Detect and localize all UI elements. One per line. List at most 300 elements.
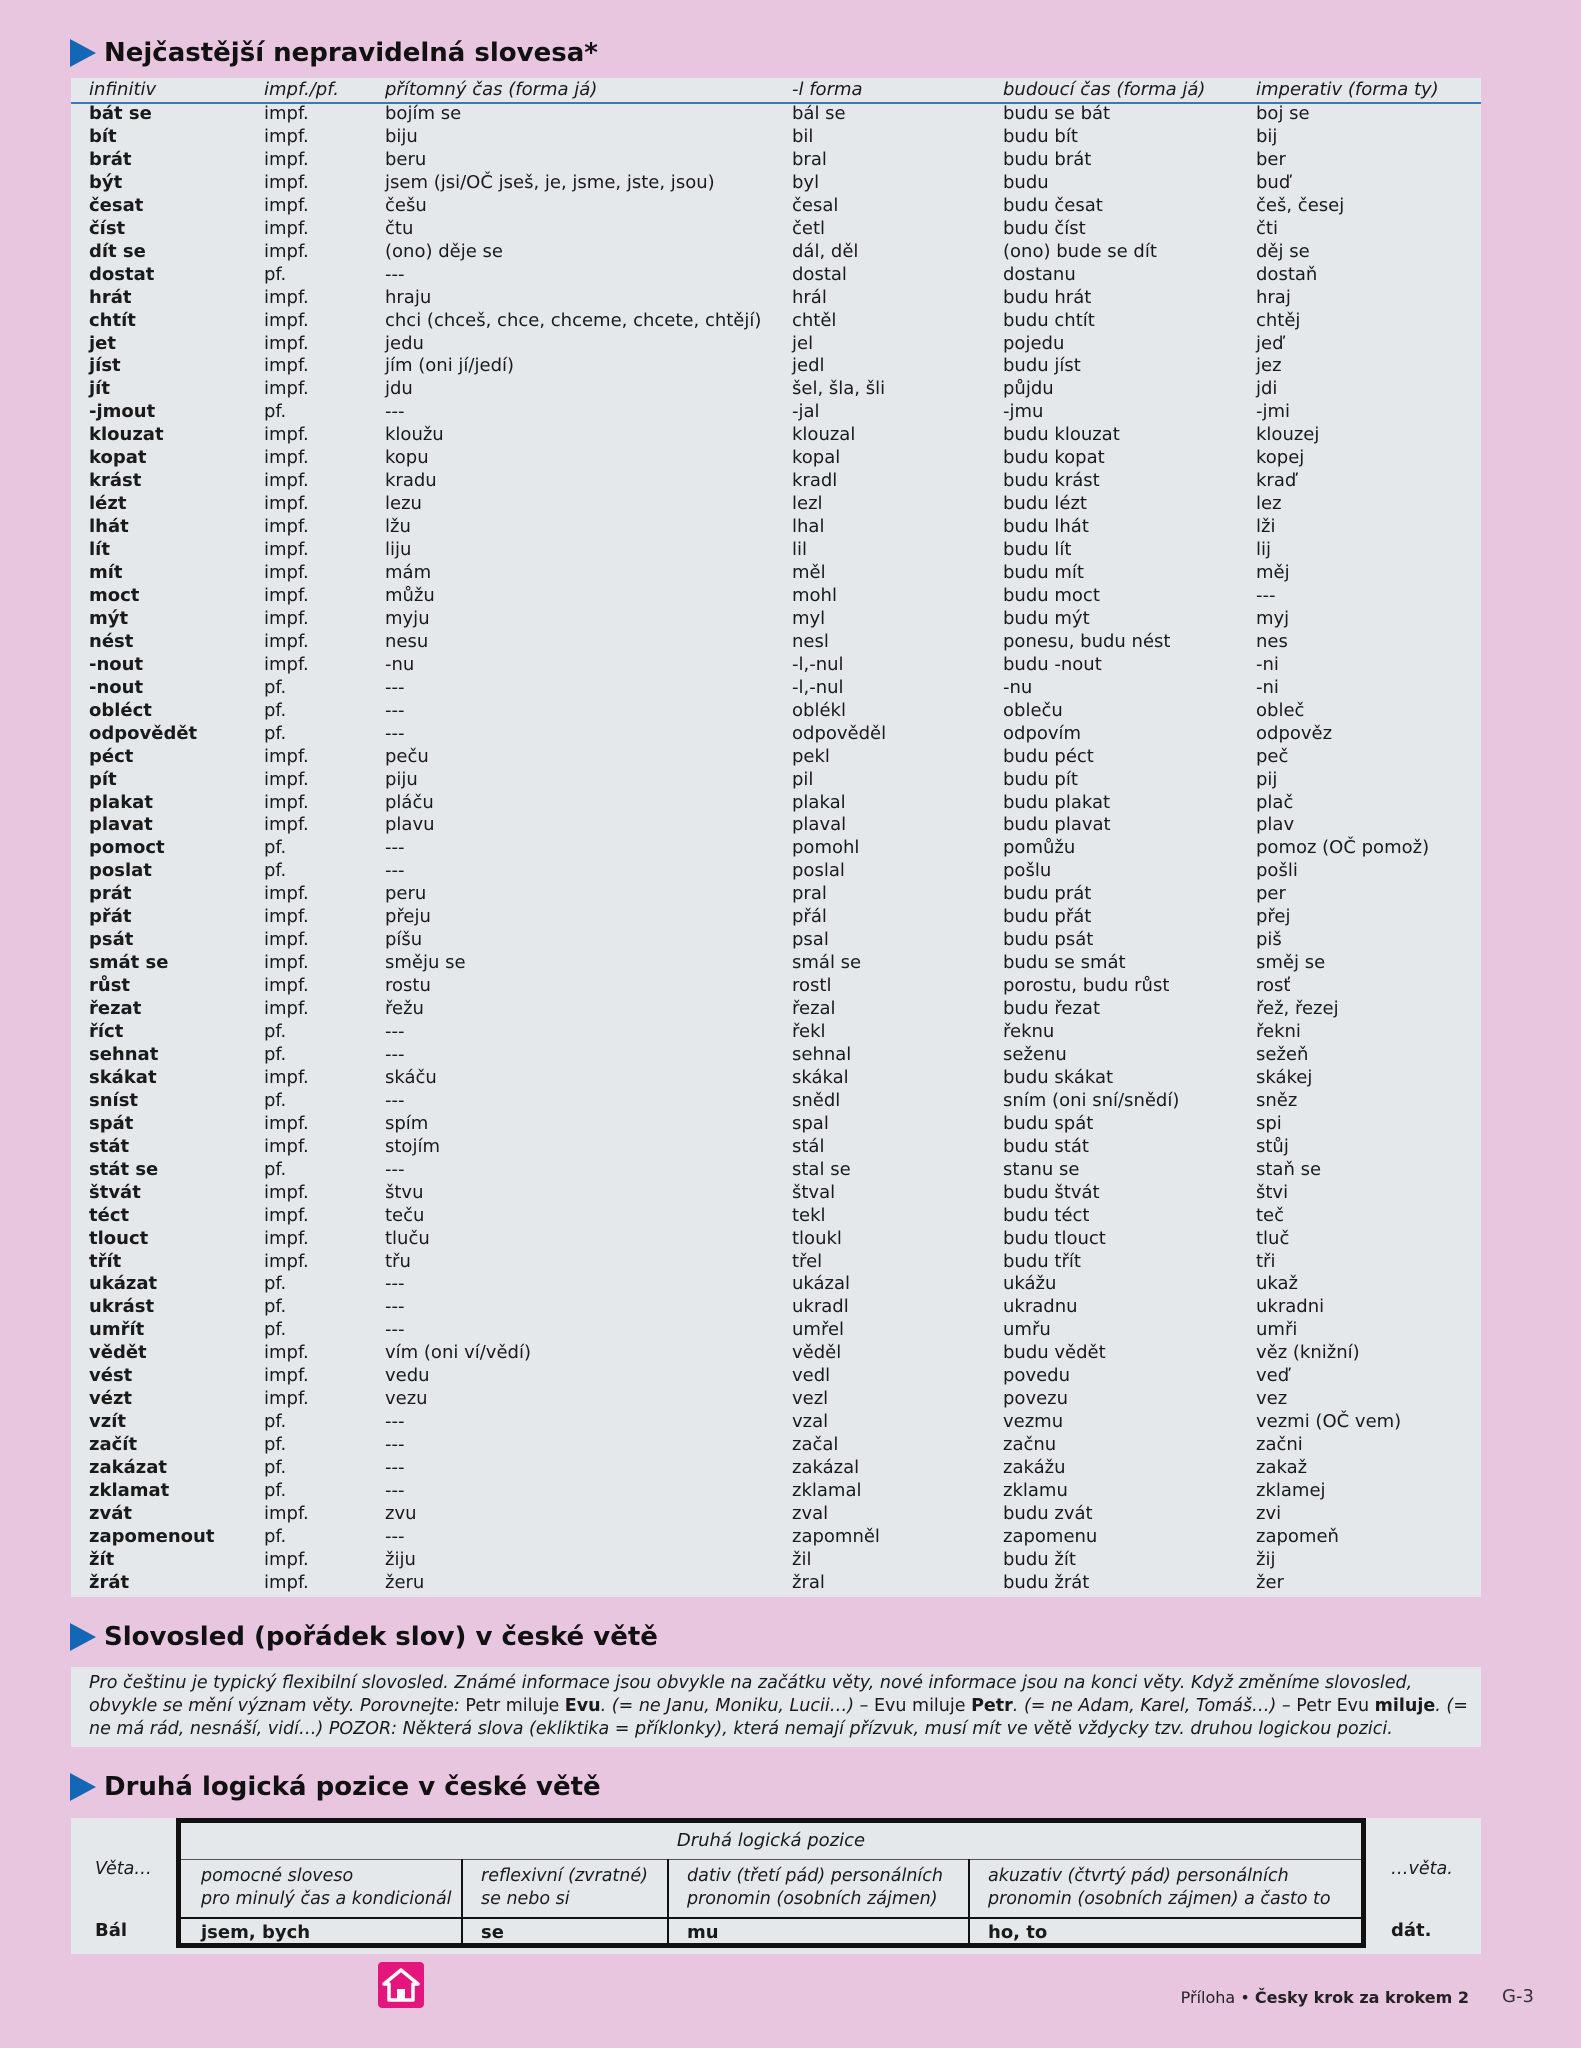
cell-imperative: tluč xyxy=(1256,1227,1290,1249)
cell-aspect: impf. xyxy=(264,1502,309,1524)
cell-future: budu žrát xyxy=(1003,1571,1090,1593)
table-row xyxy=(71,1066,1481,1089)
cell-future: pošlu xyxy=(1003,860,1052,882)
cell-aspect: impf. xyxy=(264,171,309,193)
table-row xyxy=(71,446,1481,469)
cell-imperative: věz (knižní) xyxy=(1256,1342,1360,1364)
cell-l-form: skákal xyxy=(792,1066,849,1088)
cell-imperative: děj se xyxy=(1256,240,1310,262)
cell-aspect: impf. xyxy=(264,1342,309,1364)
cell-imperative: plav xyxy=(1256,814,1295,836)
cell-imperative: kraď xyxy=(1256,470,1297,492)
cell-present: hraju xyxy=(385,286,432,308)
table-row xyxy=(71,1181,1481,1204)
cell-imperative: buď xyxy=(1256,171,1291,193)
cell-l-form: měl xyxy=(792,562,826,583)
table-header xyxy=(71,78,1481,104)
cell-infinitive: dít se xyxy=(89,240,146,262)
paragraph-text: Pro češtinu je typický flexibilní slovosled. Známé informace jsou obvykle na začátku věty, nové informace jsou na konci věty. Když změníme slovosled, obvykle se mění význam věty. Porovnejte: xyxy=(89,1673,1413,1716)
cell-future: pojedu xyxy=(1003,332,1065,354)
cell-aspect: pf. xyxy=(264,1525,287,1547)
table-row xyxy=(71,699,1481,722)
cell-infinitive: stát xyxy=(89,1135,130,1157)
cell-present: --- xyxy=(385,1021,405,1042)
cell-aspect: impf. xyxy=(264,653,309,675)
header-l-form: -l forma xyxy=(792,79,863,100)
cell-infinitive: spát xyxy=(89,1112,134,1134)
example-3: Petr Evu xyxy=(1296,1696,1370,1716)
cell-l-form: psal xyxy=(792,929,829,951)
cell-l-form: kopal xyxy=(792,447,841,469)
cell-future: -nu xyxy=(1003,676,1033,698)
cell-aspect: impf. xyxy=(264,1227,309,1249)
table-row xyxy=(71,515,1481,538)
cell-present: lezu xyxy=(385,493,422,515)
cell-present: bojím se xyxy=(385,103,462,124)
cell-future: ponesu, budu nést xyxy=(1003,630,1171,652)
cell-l-form: zklamal xyxy=(792,1480,862,1501)
table-row xyxy=(71,1250,1481,1273)
cell-infinitive: být xyxy=(89,171,123,193)
cell-present: beru xyxy=(385,148,427,170)
cell-future: budu hrát xyxy=(1003,286,1092,308)
cell-aspect: impf. xyxy=(264,286,309,308)
cell-infinitive: klouzat xyxy=(89,424,164,446)
cell-imperative: teč xyxy=(1256,1204,1285,1226)
table-row xyxy=(71,400,1481,423)
cell-infinitive: skákat xyxy=(89,1066,157,1088)
irregular-verbs-table xyxy=(71,78,1481,1597)
cell-imperative: ukaž xyxy=(1256,1273,1298,1295)
cell-future: obleču xyxy=(1003,699,1063,721)
cell-infinitive: sehnat xyxy=(89,1043,159,1065)
cell-imperative: skákej xyxy=(1256,1066,1313,1088)
example-2-focus: Petr xyxy=(971,1696,1013,1716)
cell-aspect: pf. xyxy=(264,722,287,744)
cell-l-form: začal xyxy=(792,1434,839,1456)
cell-l-form: pral xyxy=(792,883,827,905)
second-position-title-text: Druhá logická pozice v české větě xyxy=(104,1772,601,1802)
cell-imperative: veď xyxy=(1256,1365,1290,1387)
table-row xyxy=(71,125,1481,148)
cell-infinitive: lézt xyxy=(89,493,127,515)
cell-future: budu plakat xyxy=(1003,791,1111,813)
table-row xyxy=(71,194,1481,217)
table-row xyxy=(71,1433,1481,1456)
cell-infinitive: začít xyxy=(89,1434,138,1456)
cell-infinitive: vědět xyxy=(89,1342,147,1364)
cell-future: povezu xyxy=(1003,1388,1069,1410)
cell-future: budu štvát xyxy=(1003,1181,1100,1203)
table-row xyxy=(71,217,1481,240)
example-3-note: (= ne má rád, nesnáší, vidí…) POZOR: Některá slova (ekliktika = příklonky), která nemají přízvuk, musí mít ve větě vždycky tzv. druhou logickou pozici. xyxy=(89,1696,1468,1739)
table-row xyxy=(71,1204,1481,1227)
cell-future: budu kopat xyxy=(1003,447,1105,469)
cell-infinitive: zklamat xyxy=(89,1480,170,1501)
cell-aspect: impf. xyxy=(264,148,309,170)
cell-present: směju se xyxy=(385,952,466,974)
col-2-line-1: reflexivní (zvratné) xyxy=(481,1866,648,1886)
cell-infinitive: poslat xyxy=(89,860,152,882)
table-row xyxy=(71,171,1481,194)
cell-infinitive: mít xyxy=(89,562,123,583)
verbs-section-title xyxy=(70,38,598,68)
page-footer xyxy=(1181,1988,1469,2007)
cell-present: --- xyxy=(385,1296,405,1318)
cell-future: ukradnu xyxy=(1003,1296,1078,1318)
table-row xyxy=(71,423,1481,446)
cell-imperative: kopej xyxy=(1256,447,1305,469)
footer-book-title: Česky krok za krokem 2 xyxy=(1254,1988,1469,2007)
word-order-title-text: Slovosled (pořádek slov) v české větě xyxy=(104,1622,658,1652)
cell-future: budu zvát xyxy=(1003,1502,1093,1524)
cell-l-form: klouzal xyxy=(792,424,856,446)
cell-l-form: přál xyxy=(792,906,827,928)
second-position-section-title xyxy=(70,1772,601,1802)
cell-imperative: vez xyxy=(1256,1388,1288,1410)
cell-infinitive: téct xyxy=(89,1204,130,1226)
cell-aspect: impf. xyxy=(264,240,309,262)
cell-infinitive: řezat xyxy=(89,998,142,1020)
table-row xyxy=(71,1502,1481,1525)
cell-imperative: řekni xyxy=(1256,1021,1301,1042)
table-row xyxy=(71,1158,1481,1181)
cell-imperative: rosť xyxy=(1256,975,1291,997)
cell-infinitive: říct xyxy=(89,1021,124,1042)
cell-present: kopu xyxy=(385,447,429,469)
cell-present: vezu xyxy=(385,1388,428,1410)
table-row xyxy=(71,1571,1481,1594)
cell-aspect: impf. xyxy=(264,768,309,790)
cell-infinitive: brát xyxy=(89,148,132,170)
table-row xyxy=(71,377,1481,400)
cell-infinitive: ukrást xyxy=(89,1296,155,1318)
cell-infinitive: obléct xyxy=(89,699,152,721)
cell-imperative: lij xyxy=(1256,539,1272,561)
cell-imperative: ukradni xyxy=(1256,1296,1325,1318)
cell-future: budu xyxy=(1003,171,1049,193)
cell-present: --- xyxy=(385,1411,405,1433)
cell-future: začnu xyxy=(1003,1434,1057,1456)
cell-infinitive: přát xyxy=(89,906,132,928)
col-1-line-2: pro minulý čas a kondicionál xyxy=(201,1889,452,1909)
example-2-note: (= ne Adam, Karel, Tomáš…) – xyxy=(1023,1696,1291,1716)
cell-l-form: vezl xyxy=(792,1388,829,1410)
cell-future: budu péct xyxy=(1003,745,1094,767)
cell-imperative: -ni xyxy=(1256,653,1279,675)
cell-present: češu xyxy=(385,194,427,216)
cell-infinitive: tlouct xyxy=(89,1227,149,1249)
cell-imperative: měj xyxy=(1256,562,1290,583)
cell-future: budu pít xyxy=(1003,768,1078,790)
cell-aspect: pf. xyxy=(264,837,287,859)
cell-imperative: zvi xyxy=(1256,1502,1282,1524)
table-row xyxy=(71,951,1481,974)
cell-present: jdu xyxy=(385,378,413,400)
table-row xyxy=(71,1341,1481,1364)
cell-aspect: impf. xyxy=(264,998,309,1020)
cell-infinitive: štvát xyxy=(89,1181,141,1203)
cell-present: --- xyxy=(385,1457,405,1479)
triangle-right-icon xyxy=(70,1773,96,1801)
cell-aspect: impf. xyxy=(264,1571,309,1593)
cell-aspect: pf. xyxy=(264,1457,287,1479)
cell-l-form: myl xyxy=(792,607,826,629)
cell-infinitive: česat xyxy=(89,194,144,216)
verbs-title-text: Nejčastější nepravidelná slovesa* xyxy=(104,38,598,68)
divider xyxy=(667,1859,669,1948)
cell-aspect: pf. xyxy=(264,1411,287,1433)
table-row xyxy=(71,492,1481,515)
cell-present: teču xyxy=(385,1204,425,1226)
cell-aspect: impf. xyxy=(264,929,309,951)
table-row xyxy=(71,882,1481,905)
cell-present: nesu xyxy=(385,630,429,652)
cell-imperative: tři xyxy=(1256,1250,1276,1272)
col-3-value: mu xyxy=(687,1922,719,1943)
cell-future: budu klouzat xyxy=(1003,424,1120,446)
cell-l-form: štval xyxy=(792,1181,836,1203)
cell-infinitive: žrát xyxy=(89,1571,130,1593)
cell-present: vedu xyxy=(385,1365,430,1387)
cell-present: --- xyxy=(385,699,405,721)
cell-l-form: mohl xyxy=(792,584,837,606)
cell-imperative: umři xyxy=(1256,1319,1298,1341)
cell-imperative: jeď xyxy=(1256,332,1284,354)
cell-future: budu se smát xyxy=(1003,952,1126,974)
cell-l-form: bál se xyxy=(792,103,846,124)
cell-infinitive: jíst xyxy=(89,355,121,377)
row-end: dát. xyxy=(1391,1920,1432,1941)
cell-aspect: pf. xyxy=(264,1089,287,1111)
cell-future: zakážu xyxy=(1003,1457,1066,1479)
cell-imperative: piš xyxy=(1256,929,1282,951)
cell-imperative: zapomeň xyxy=(1256,1525,1339,1547)
cell-future: umřu xyxy=(1003,1319,1051,1341)
cell-aspect: pf. xyxy=(264,263,287,285)
divider xyxy=(181,1859,1361,1860)
cell-imperative: jdi xyxy=(1256,378,1278,400)
cell-present: stojím xyxy=(385,1135,440,1157)
cell-aspect: impf. xyxy=(264,952,309,974)
cell-present: -nu xyxy=(385,653,415,675)
cell-infinitive: krást xyxy=(89,470,142,492)
cell-aspect: impf. xyxy=(264,1365,309,1387)
cell-present: třu xyxy=(385,1250,411,1272)
cell-infinitive: chtít xyxy=(89,309,136,331)
cell-future: budu přát xyxy=(1003,906,1092,928)
cell-aspect: impf. xyxy=(264,1548,309,1570)
cell-l-form: tekl xyxy=(792,1204,826,1226)
cell-present: vím (oni ví/vědí) xyxy=(385,1342,531,1364)
cell-infinitive: zvát xyxy=(89,1502,132,1524)
cell-future: budu téct xyxy=(1003,1204,1090,1226)
cell-aspect: impf. xyxy=(264,194,309,216)
table-row xyxy=(71,928,1481,951)
example-3-focus: miluje xyxy=(1374,1696,1436,1716)
cell-l-form: česal xyxy=(792,194,839,216)
table-row xyxy=(71,1387,1481,1410)
table-row xyxy=(71,1525,1481,1548)
cell-aspect: impf. xyxy=(264,424,309,446)
table-row xyxy=(71,722,1481,745)
cell-future: zapomenu xyxy=(1003,1525,1098,1547)
table-row xyxy=(71,148,1481,171)
example-2: Evu miluje xyxy=(873,1696,966,1716)
cell-l-form: žral xyxy=(792,1571,825,1593)
cell-infinitive: jet xyxy=(89,332,116,354)
cell-l-form: nesl xyxy=(792,630,829,652)
cell-l-form: zapomněl xyxy=(792,1525,880,1547)
cell-aspect: pf. xyxy=(264,1319,287,1341)
cell-present: přeju xyxy=(385,906,431,928)
cell-aspect: impf. xyxy=(264,516,309,538)
cell-aspect: pf. xyxy=(264,1434,287,1456)
cell-infinitive: pít xyxy=(89,768,117,790)
header-infinitive: infinitiv xyxy=(89,79,157,100)
cell-l-form: třel xyxy=(792,1250,823,1272)
cell-aspect: impf. xyxy=(264,332,309,354)
cell-future: řeknu xyxy=(1003,1021,1055,1042)
table-row xyxy=(71,768,1481,791)
home-icon-glyph xyxy=(378,1962,424,2008)
cell-present: kradu xyxy=(385,470,437,492)
cell-imperative: pomoz (OČ pomož) xyxy=(1256,837,1430,859)
cell-future: budu -nout xyxy=(1003,653,1102,675)
cell-imperative: zakaž xyxy=(1256,1457,1308,1479)
cell-aspect: pf. xyxy=(264,699,287,721)
cell-infinitive: odpovědět xyxy=(89,722,198,744)
footer-bullet: • xyxy=(1240,1988,1250,2007)
table-row xyxy=(71,997,1481,1020)
cell-l-form: odpověděl xyxy=(792,722,887,744)
table-row xyxy=(71,469,1481,492)
cell-imperative: řež, řezej xyxy=(1256,998,1339,1020)
cell-imperative: peč xyxy=(1256,745,1289,767)
cell-future: budu vědět xyxy=(1003,1342,1106,1364)
cell-aspect: pf. xyxy=(264,401,287,423)
table-row xyxy=(71,286,1481,309)
table-row xyxy=(71,1295,1481,1318)
cell-aspect: impf. xyxy=(264,1066,309,1088)
cell-imperative: chtěj xyxy=(1256,309,1301,331)
header-future: budoucí čas (forma já) xyxy=(1003,79,1206,100)
cell-l-form: umřel xyxy=(792,1319,845,1341)
cell-present: --- xyxy=(385,1273,405,1295)
cell-present: --- xyxy=(385,722,405,744)
cell-infinitive: moct xyxy=(89,584,140,606)
cell-infinitive: hrát xyxy=(89,286,132,308)
cell-present: biju xyxy=(385,125,418,147)
cell-infinitive: plakat xyxy=(89,791,153,813)
table-row xyxy=(71,791,1481,814)
cell-l-form: zval xyxy=(792,1502,829,1524)
cell-l-form: -l,-nul xyxy=(792,676,844,698)
cell-aspect: impf. xyxy=(264,1112,309,1134)
cell-imperative: sežeň xyxy=(1256,1043,1309,1065)
cell-infinitive: dostat xyxy=(89,263,155,285)
cell-aspect: impf. xyxy=(264,1204,309,1226)
home-icon[interactable] xyxy=(378,1962,424,2008)
cell-imperative: lez xyxy=(1256,493,1282,515)
cell-present: peču xyxy=(385,745,429,767)
cell-l-form: hrál xyxy=(792,286,827,308)
cell-future: zklamu xyxy=(1003,1480,1068,1501)
frame-title: Druhá logická pozice xyxy=(676,1830,866,1851)
cell-present: tluču xyxy=(385,1227,430,1249)
table-row xyxy=(71,676,1481,699)
cell-aspect: impf. xyxy=(264,447,309,469)
cell-future: budu moct xyxy=(1003,584,1100,606)
cell-infinitive: žít xyxy=(89,1548,115,1570)
cell-present: --- xyxy=(385,1319,405,1341)
cell-aspect: impf. xyxy=(264,883,309,905)
cell-infinitive: nést xyxy=(89,630,134,652)
cell-imperative: hraj xyxy=(1256,286,1291,308)
cell-imperative: -ni xyxy=(1256,676,1279,698)
cell-infinitive: -nout xyxy=(89,676,144,698)
col-4-line-1: akuzativ (čtvrtý pád) personálních xyxy=(988,1866,1289,1886)
table-row xyxy=(71,607,1481,630)
cell-imperative: obleč xyxy=(1256,699,1305,721)
cell-future: budu krást xyxy=(1003,470,1100,492)
cell-future: budu třít xyxy=(1003,1250,1081,1272)
page-number: G-3 xyxy=(1502,1986,1534,2007)
cell-imperative: myj xyxy=(1256,607,1290,629)
cell-present: peru xyxy=(385,883,427,905)
cell-l-form: spal xyxy=(792,1112,829,1134)
cell-present: spím xyxy=(385,1112,429,1134)
cell-imperative: boj se xyxy=(1256,103,1310,124)
cell-future: budu chtít xyxy=(1003,309,1095,331)
cell-infinitive: číst xyxy=(89,217,126,239)
cell-future: budu prát xyxy=(1003,883,1092,905)
cell-infinitive: plavat xyxy=(89,814,153,836)
cell-imperative: zklamej xyxy=(1256,1480,1326,1501)
cell-l-form: poslal xyxy=(792,860,845,882)
cell-l-form: kradl xyxy=(792,470,838,492)
table-row xyxy=(71,309,1481,332)
left-label: Věta… xyxy=(95,1859,152,1879)
cell-future: budu brát xyxy=(1003,148,1092,170)
cell-aspect: impf. xyxy=(264,906,309,928)
divider xyxy=(968,1859,970,1948)
cell-present: skáču xyxy=(385,1066,437,1088)
cell-l-form: ukradl xyxy=(792,1296,849,1318)
cell-l-form: dostal xyxy=(792,263,847,285)
cell-infinitive: ukázat xyxy=(89,1273,158,1295)
cell-infinitive: bít xyxy=(89,125,117,147)
cell-infinitive: zakázat xyxy=(89,1457,167,1479)
cell-aspect: impf. xyxy=(264,1388,309,1410)
cell-infinitive: mýt xyxy=(89,607,129,629)
cell-l-form: byl xyxy=(792,171,820,193)
table-row xyxy=(71,1020,1481,1043)
cell-imperative: směj se xyxy=(1256,952,1326,974)
cell-infinitive: psát xyxy=(89,929,134,951)
cell-aspect: impf. xyxy=(264,355,309,377)
cell-future: budu spát xyxy=(1003,1112,1094,1134)
cell-imperative: jez xyxy=(1256,355,1282,377)
cell-imperative: staň se xyxy=(1256,1158,1322,1180)
cell-l-form: pil xyxy=(792,768,814,790)
table-row xyxy=(71,1364,1481,1387)
table-row xyxy=(71,538,1481,561)
table-row xyxy=(71,1227,1481,1250)
cell-infinitive: lít xyxy=(89,539,110,561)
cell-l-form: tloukl xyxy=(792,1227,842,1249)
cell-l-form: smál se xyxy=(792,952,862,974)
